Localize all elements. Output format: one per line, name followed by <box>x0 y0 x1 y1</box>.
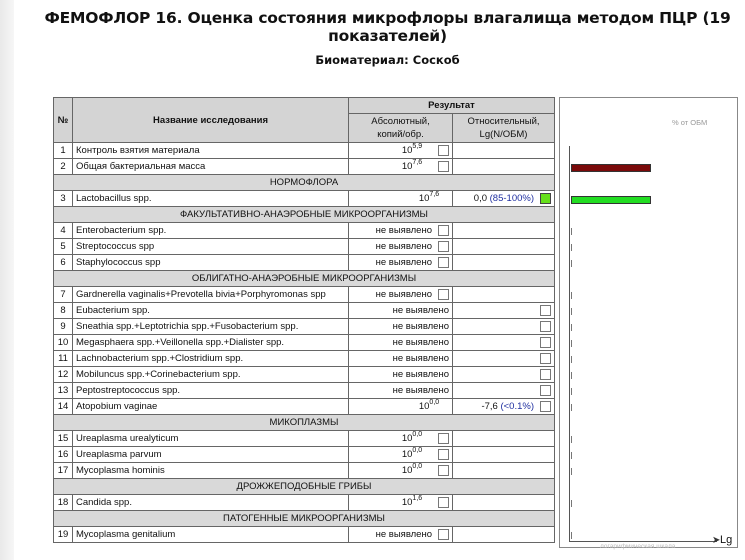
table-row <box>54 319 555 335</box>
chart-tick-row-6 <box>571 260 572 267</box>
power-exponent: 1,6 <box>412 495 423 502</box>
chart-tick-row-7 <box>571 292 572 299</box>
results-table <box>53 97 555 543</box>
absolute-value <box>349 223 453 239</box>
absolute-value <box>349 463 453 479</box>
relative-value <box>453 143 555 159</box>
relative-value <box>453 431 555 447</box>
group-row <box>54 207 555 223</box>
relative-value <box>453 239 555 255</box>
power-exponent: 0,0 <box>412 447 423 454</box>
status-indicator-box <box>540 369 551 380</box>
status-indicator-box <box>438 225 449 236</box>
chart-y-axis <box>569 146 570 541</box>
table-row <box>54 367 555 383</box>
relative-value <box>453 223 555 239</box>
power-base: 10 <box>401 449 413 460</box>
relative-value <box>453 303 555 319</box>
col-header-relative <box>453 114 555 143</box>
absolute-value <box>349 527 453 543</box>
table-row <box>54 447 555 463</box>
absolute-power <box>409 400 449 413</box>
test-name: Ureaplasma urealyticum <box>73 431 349 447</box>
absolute-value <box>349 335 453 351</box>
test-name: Mycoplasma genitalium <box>73 527 349 543</box>
test-name: Megasphaera spp.+Veillonella spp.+Dialister spp. <box>73 335 349 351</box>
absolute-value <box>349 255 453 271</box>
table-row <box>54 239 555 255</box>
relative-lg: 0,0 <box>473 193 487 204</box>
table-row <box>54 431 555 447</box>
status-indicator-box <box>438 497 449 508</box>
absolute-value <box>349 351 453 367</box>
test-name: Ureaplasma parvum <box>73 447 349 463</box>
power-base: 10 <box>401 465 413 476</box>
chart-tick-row-18 <box>571 500 572 507</box>
test-name: Atopobium vaginae <box>73 399 349 415</box>
status-indicator-box <box>540 193 551 204</box>
relative-value <box>453 255 555 271</box>
row-number: 9 <box>54 319 73 335</box>
relative-value <box>453 399 555 415</box>
axis-arrow-icon: ➤ <box>712 535 721 546</box>
status-indicator-box <box>438 161 449 172</box>
absolute-value <box>349 495 453 511</box>
group-label: НОРМОФЛОРА <box>54 175 555 191</box>
absolute-power <box>392 144 432 157</box>
chart-x-axis <box>569 541 717 542</box>
col-header-number: № <box>54 98 73 143</box>
row-number: 19 <box>54 527 73 543</box>
row-number: 3 <box>54 191 73 207</box>
status-indicator-box <box>438 529 449 540</box>
axis-scale-label: логарифмическая шкала <box>600 543 676 550</box>
relative-range: (85-100%) <box>489 193 534 204</box>
col-header-result: Результат <box>349 98 555 114</box>
chart-tick-row-12 <box>571 372 572 379</box>
group-row <box>54 511 555 527</box>
status-indicator-box <box>438 145 449 156</box>
absolute-text: не выявлено <box>375 257 432 268</box>
power-exponent: 0,0 <box>412 431 423 438</box>
relative-value <box>453 319 555 335</box>
absolute-power <box>392 448 432 461</box>
power-base: 10 <box>401 161 413 172</box>
row-number: 10 <box>54 335 73 351</box>
relative-value <box>453 367 555 383</box>
row-number: 11 <box>54 351 73 367</box>
row-number: 8 <box>54 303 73 319</box>
status-indicator-box <box>438 433 449 444</box>
power-base: 10 <box>401 433 413 444</box>
row-number: 12 <box>54 367 73 383</box>
test-name: Lachnobacterium spp.+Clostridium spp. <box>73 351 349 367</box>
test-name: Lactobacillus spp. <box>73 191 349 207</box>
page-edge-shadow <box>0 0 14 560</box>
table-row <box>54 303 555 319</box>
absolute-value <box>349 367 453 383</box>
test-name: Enterobacterium spp. <box>73 223 349 239</box>
absolute-text: не выявлено <box>392 353 449 364</box>
test-name: Eubacterium spp. <box>73 303 349 319</box>
relative-lg: -7,6 <box>481 401 498 412</box>
relative-value <box>453 463 555 479</box>
biomaterial-label: Биоматериал: Соскоб <box>315 53 460 67</box>
absolute-text: не выявлено <box>392 321 449 332</box>
chart-bar-row-3 <box>571 196 651 204</box>
status-indicator-box <box>438 289 449 300</box>
row-number: 2 <box>54 159 73 175</box>
group-row <box>54 271 555 287</box>
status-indicator-box <box>540 401 551 412</box>
absolute-text: не выявлено <box>392 369 449 380</box>
chart-tick-row-8 <box>571 308 572 315</box>
table-row <box>54 287 555 303</box>
absolute-value <box>349 159 453 175</box>
chart-tick-row-15 <box>571 436 572 443</box>
table-row <box>54 191 555 207</box>
col-header-absolute <box>349 114 453 143</box>
row-number: 5 <box>54 239 73 255</box>
power-exponent: 5,9 <box>412 143 423 150</box>
chart-top-label: % от ОБМ <box>672 118 708 127</box>
power-base: 10 <box>401 145 413 156</box>
absolute-text: не выявлено <box>392 305 449 316</box>
power-exponent: 7,6 <box>412 159 423 166</box>
row-number: 7 <box>54 287 73 303</box>
chart-tick-row-19 <box>571 532 572 539</box>
table-row <box>54 335 555 351</box>
absolute-power <box>409 192 449 205</box>
table-row <box>54 159 555 175</box>
power-base: 10 <box>401 497 413 508</box>
chart-bar-row-2 <box>571 164 651 172</box>
absolute-value <box>349 431 453 447</box>
status-indicator-box <box>438 241 449 252</box>
col-header-name: Название исследования <box>73 98 349 143</box>
relative-value <box>453 383 555 399</box>
table-row <box>54 223 555 239</box>
absolute-text: не выявлено <box>375 529 432 540</box>
row-number: 4 <box>54 223 73 239</box>
group-row <box>54 415 555 431</box>
row-number: 6 <box>54 255 73 271</box>
power-exponent: 0,0 <box>412 463 423 470</box>
chart-tick-row-17 <box>571 468 572 475</box>
power-base: 10 <box>418 401 430 412</box>
test-name: Streptococcus spp <box>73 239 349 255</box>
test-name: Mobiluncus spp.+Corinebacterium spp. <box>73 367 349 383</box>
row-number: 17 <box>54 463 73 479</box>
absolute-value <box>349 303 453 319</box>
absolute-value <box>349 383 453 399</box>
power-exponent: 0,0 <box>429 399 440 406</box>
col-header-absolute-text: Абсолютный, копий/обр. <box>371 116 430 140</box>
absolute-power <box>392 160 432 173</box>
absolute-value <box>349 447 453 463</box>
relative-value <box>453 527 555 543</box>
power-base: 10 <box>418 193 430 204</box>
group-label: МИКОПЛАЗМЫ <box>54 415 555 431</box>
absolute-power <box>392 496 432 509</box>
test-name: Peptostreptococcus spp. <box>73 383 349 399</box>
status-indicator-box <box>438 257 449 268</box>
table-row <box>54 383 555 399</box>
absolute-value <box>349 319 453 335</box>
table-row <box>54 351 555 367</box>
relative-value <box>453 287 555 303</box>
absolute-text: не выявлено <box>375 241 432 252</box>
row-number: 13 <box>54 383 73 399</box>
log-scale-chart <box>559 97 738 548</box>
row-number: 14 <box>54 399 73 415</box>
chart-tick-row-13 <box>571 388 572 395</box>
chart-tick-row-11 <box>571 356 572 363</box>
absolute-power <box>392 464 432 477</box>
absolute-text: не выявлено <box>392 385 449 396</box>
absolute-text: не выявлено <box>392 337 449 348</box>
report-title: ФЕМОФЛОР 16. Оценка состояния микрофлоры влагалища методом ПЦР (19 показателей) <box>44 9 731 45</box>
chart-tick-row-16 <box>571 452 572 459</box>
test-name: Контроль взятия материала <box>73 143 349 159</box>
absolute-value <box>349 399 453 415</box>
power-exponent: 7,6 <box>429 191 440 198</box>
status-indicator-box <box>438 465 449 476</box>
absolute-value <box>349 191 453 207</box>
table-row <box>54 399 555 415</box>
absolute-value <box>349 287 453 303</box>
absolute-text: не выявлено <box>375 289 432 300</box>
group-label: ОБЛИГАТНО-АНАЭРОБНЫЕ МИКРООРГАНИЗМЫ <box>54 271 555 287</box>
chart-tick-row-9 <box>571 324 572 331</box>
table-row <box>54 143 555 159</box>
status-indicator-box <box>540 321 551 332</box>
status-indicator-box <box>540 353 551 364</box>
relative-value <box>453 495 555 511</box>
test-name: Gardnerella vaginalis+Prevotella bivia+Porphyromonas spp <box>73 287 349 303</box>
row-number: 18 <box>54 495 73 511</box>
absolute-text: не выявлено <box>375 225 432 236</box>
row-number: 16 <box>54 447 73 463</box>
row-number: 1 <box>54 143 73 159</box>
row-number: 15 <box>54 431 73 447</box>
chart-tick-row-14 <box>571 404 572 411</box>
group-row <box>54 479 555 495</box>
status-indicator-box <box>540 385 551 396</box>
relative-value <box>453 335 555 351</box>
table-row <box>54 255 555 271</box>
relative-value <box>453 191 555 207</box>
status-indicator-box <box>540 337 551 348</box>
chart-tick-row-4 <box>571 228 572 235</box>
chart-tick-row-5 <box>571 244 572 251</box>
test-name: Sneathia spp.+Leptotrichia spp.+Fusobacterium spp. <box>73 319 349 335</box>
absolute-power <box>392 432 432 445</box>
group-label: ПАТОГЕННЫЕ МИКРООРГАНИЗМЫ <box>54 511 555 527</box>
absolute-value <box>349 239 453 255</box>
test-name: Staphylococcus spp <box>73 255 349 271</box>
chart-tick-row-10 <box>571 340 572 347</box>
table-row <box>54 495 555 511</box>
table-row <box>54 527 555 543</box>
status-indicator-box <box>540 305 551 316</box>
relative-value <box>453 159 555 175</box>
axis-unit-label: Lg <box>720 534 733 546</box>
group-row <box>54 175 555 191</box>
relative-value <box>453 447 555 463</box>
group-label: ДРОЖЖЕПОДОБНЫЕ ГРИБЫ <box>54 479 555 495</box>
status-indicator-box <box>438 449 449 460</box>
relative-value <box>453 351 555 367</box>
relative-range: (<0.1%) <box>500 401 534 412</box>
test-name: Candida spp. <box>73 495 349 511</box>
col-header-relative-text: Относительный, Lg(N/ОБМ) <box>467 116 540 140</box>
table-row <box>54 463 555 479</box>
absolute-value <box>349 143 453 159</box>
group-label: ФАКУЛЬТАТИВНО-АНАЭРОБНЫЕ МИКРООРГАНИЗМЫ <box>54 207 555 223</box>
test-name: Mycoplasma hominis <box>73 463 349 479</box>
test-name: Общая бактериальная масса <box>73 159 349 175</box>
